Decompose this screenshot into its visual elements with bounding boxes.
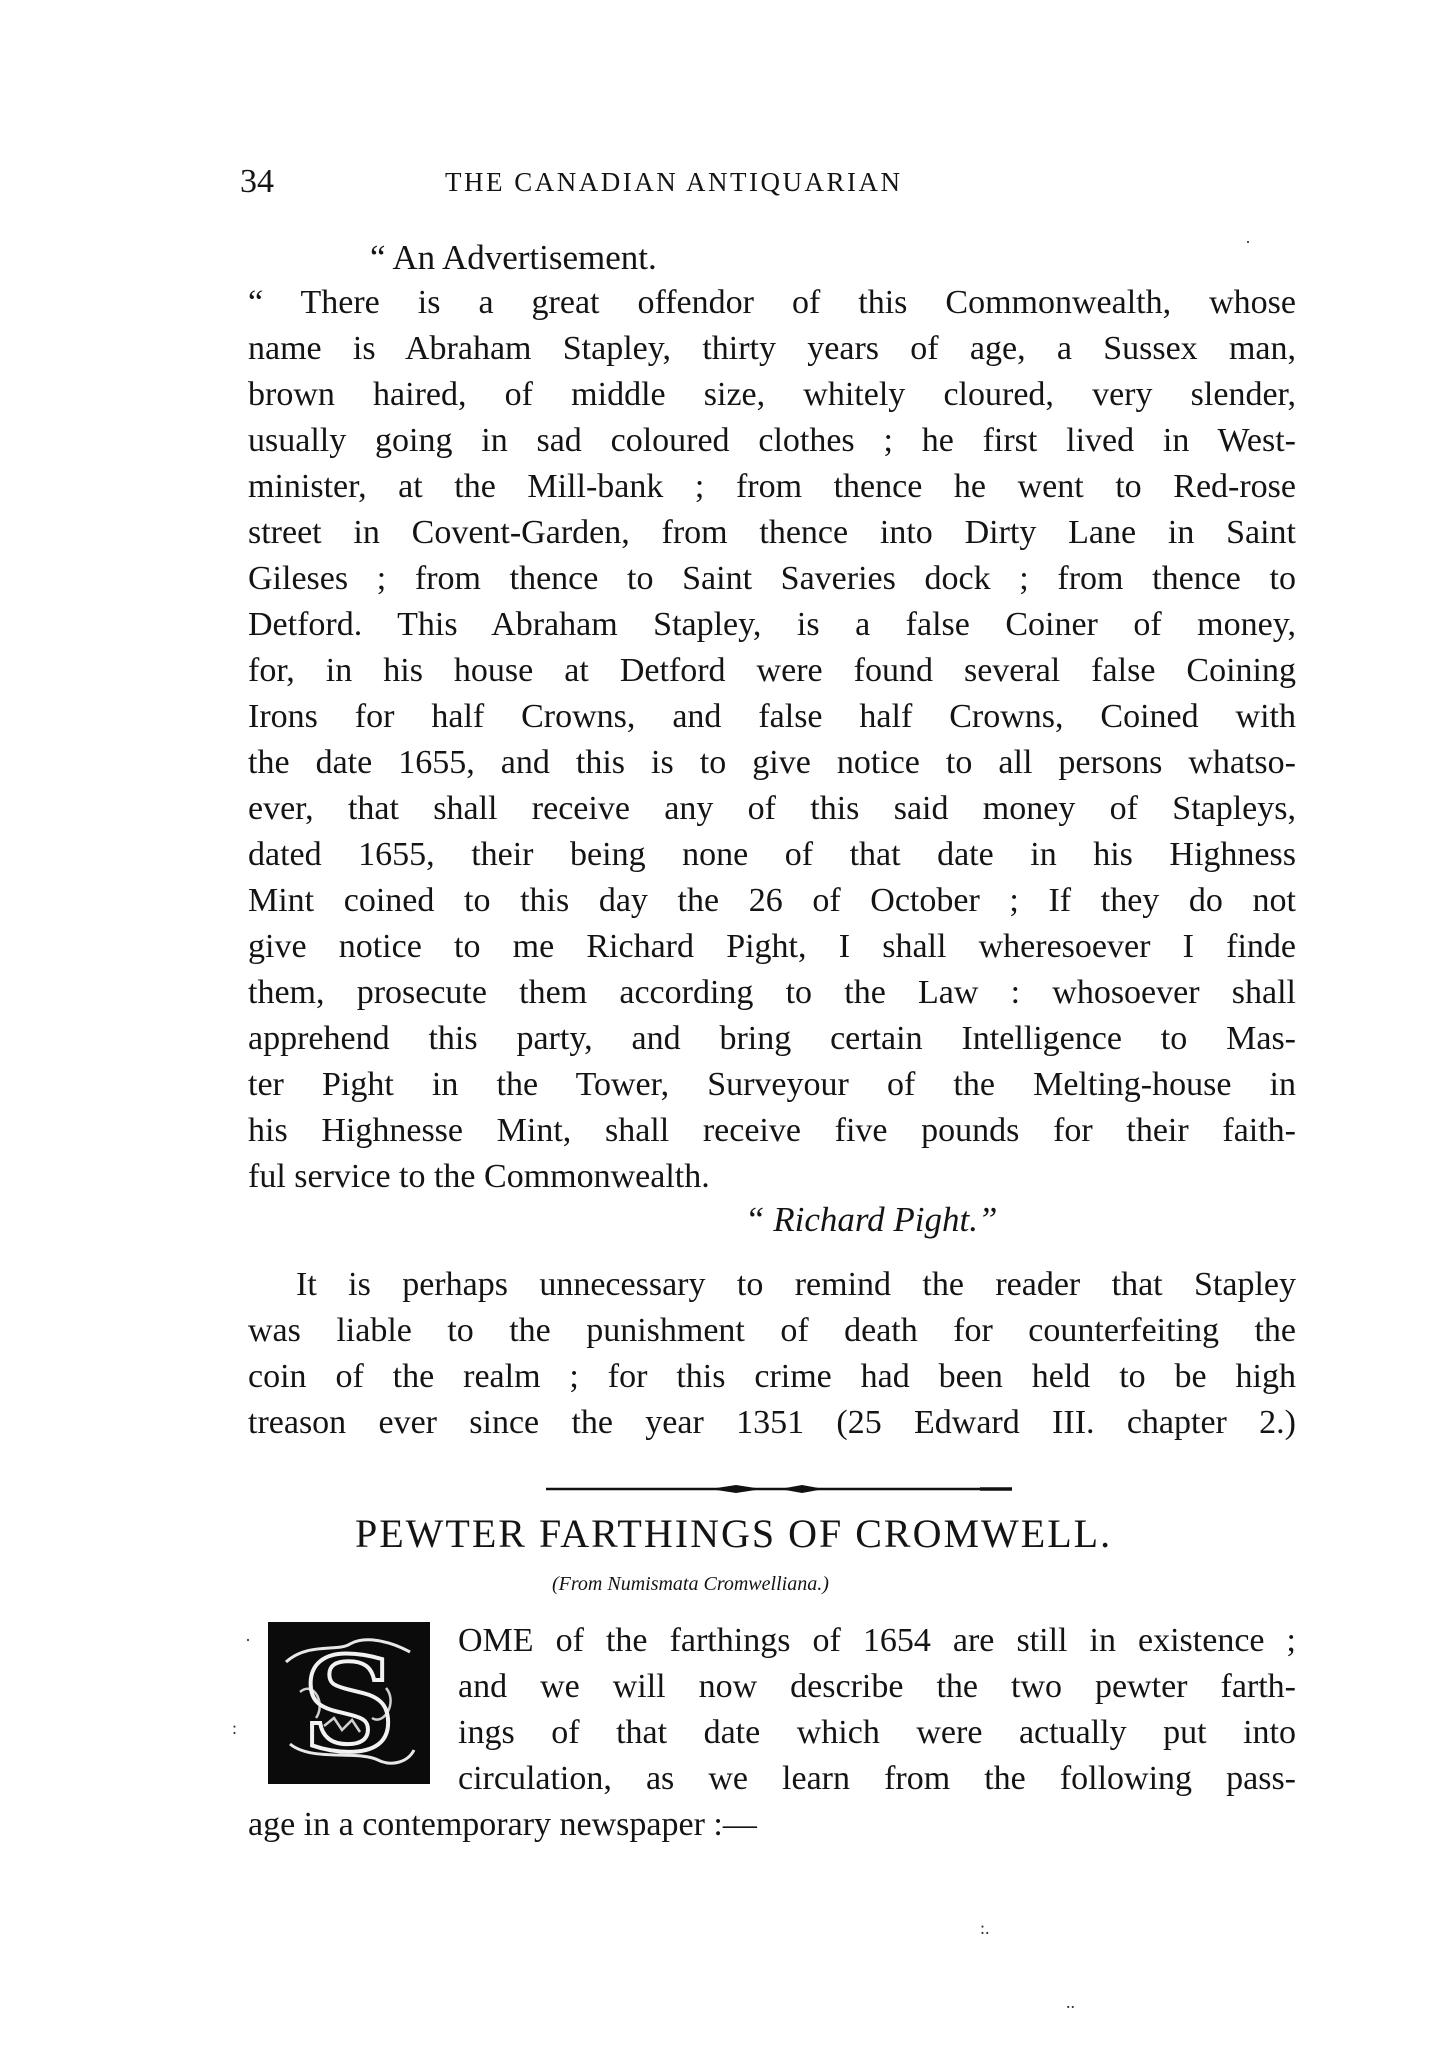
scan-speck: · <box>245 1630 251 1650</box>
section-body-line: circulation, as we learn from the following pass- <box>458 1760 1296 1797</box>
section-body-line: ings of that date which were actually put into <box>458 1714 1296 1751</box>
advertisement-line: dated 1655, their being none of that date in his Highness <box>248 836 1296 873</box>
advertisement-line: Detford. This Abraham Stapley, is a false Coiner of money, <box>248 606 1296 643</box>
running-title: THE CANADIAN ANTIQUARIAN <box>445 167 903 197</box>
advertisement-line: Gileses ; from thence to Saint Saveries dock ; from thence to <box>248 560 1296 597</box>
advertisement-heading: “ An Advertisement. <box>370 238 657 277</box>
commentary-line: coin of the realm ; for this crime had been held to be high <box>248 1358 1296 1395</box>
advertisement-line: ter Pight in the Tower, Surveyour of the Melting-house in <box>248 1066 1296 1103</box>
advertisement-line: apprehend this party, and bring certain Intelligence to Mas- <box>248 1020 1296 1057</box>
advertisement-line: Mint coined to this day the 26 of October ; If they do not <box>248 882 1296 919</box>
page-number: 34 <box>240 163 274 200</box>
advertisement-line: Irons for half Crowns, and false half Crowns, Coined with <box>248 698 1296 735</box>
ornamental-divider <box>540 1483 1020 1495</box>
section-body-line: OME of the farthings of 1654 are still in existence ; <box>458 1622 1296 1659</box>
scan-speck: · <box>1245 232 1251 252</box>
advertisement-line: minister, at the Mill-bank ; from thence he went to Red-rose <box>248 468 1296 505</box>
running-header <box>240 160 1280 204</box>
advertisement-line: for, in his house at Detford were found several false Coining <box>248 652 1296 689</box>
dropcap-letter: S <box>302 1628 396 1781</box>
advertisement-line: ever, that shall receive any of this said money of Stapleys, <box>248 790 1296 827</box>
section-title: PEWTER FARTHINGS OF CROMWELL. <box>355 1511 1113 1556</box>
advertisement-line: “ There is a great offendor of this Commonwealth, whose <box>248 284 1296 321</box>
section-source: (From Numismata Cromwelliana.) <box>552 1573 829 1595</box>
advertisement-line: give notice to me Richard Pight, I shall wheresoever I finde <box>248 928 1296 965</box>
commentary-line: was liable to the punishment of death for counterfeiting the <box>248 1312 1296 1349</box>
scan-speck: : <box>232 1718 238 1738</box>
scan-speck: :. <box>980 1918 990 1938</box>
commentary-line: It is perhaps unnecessary to remind the reader that Stapley <box>296 1266 1296 1303</box>
advertisement-line: brown haired, of middle size, whitely cloured, very slender, <box>248 376 1296 413</box>
section-body-line: and we will now describe the two pewter farth- <box>458 1668 1296 1705</box>
advertisement-line: ful service to the Commonwealth. <box>248 1158 710 1195</box>
advertisement-line: name is Abraham Stapley, thirty years of age, a Sussex man, <box>248 330 1296 367</box>
scan-speck: .. <box>1066 1992 1075 2012</box>
advertisement-line: street in Covent-Garden, from thence into Dirty Lane in Saint <box>248 514 1296 551</box>
decorated-initial-s <box>268 1622 430 1784</box>
section-body-line: age in a contemporary newspaper :— <box>248 1806 757 1843</box>
commentary-line: treason ever since the year 1351 (25 Edward III. chapter 2.) <box>248 1404 1296 1441</box>
advertisement-line: his Highnesse Mint, shall receive five pounds for their faith- <box>248 1112 1296 1149</box>
advertisement-line: usually going in sad coloured clothes ; he first lived in West- <box>248 422 1296 459</box>
advertisement-signature: “ Richard Pight.” <box>745 1200 998 1239</box>
advertisement-line: the date 1655, and this is to give notice to all persons whatso- <box>248 744 1296 781</box>
advertisement-line: them, prosecute them according to the Law : whosoever shall <box>248 974 1296 1011</box>
